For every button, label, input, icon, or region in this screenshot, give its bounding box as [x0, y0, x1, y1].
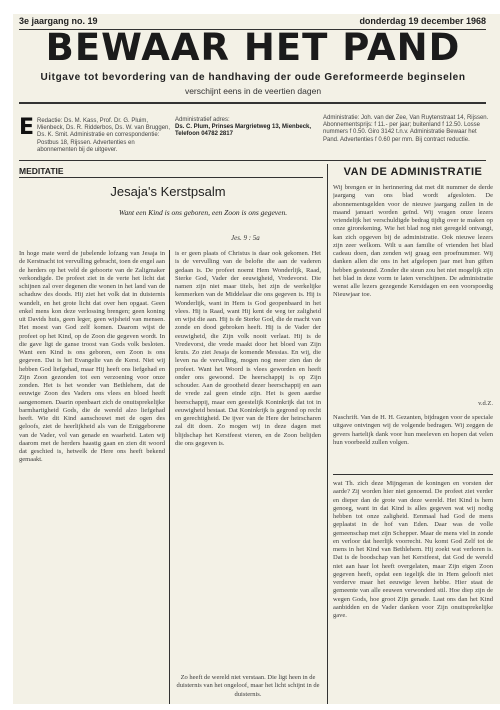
meditatie-title: Jesaja's Kerstpsalm	[110, 184, 226, 199]
editorial-mark: E	[19, 115, 35, 140]
meditatie-column-2: is er geen plaats of Christus is daar ook gekomen. Het is de vervulling van de belofte die aan de vaderen gedaan is. De profeet noemt Hem Wonderlijk, Raad, Sterke God, Vader der eeuwigheid, Vredevorst. Die namen zijn niet maar titels, het zijn de werkelijke kenmerken van de Middelaar die ons gegeven is. Hij is Wonderlijk, want in Hem is God geopenbaard in het vlees. Hij is Raad, want Hij kent de weg ter zaligheid en wijst die aan. Hij is de Sterke God, die de macht van zonde en dood gebroken heeft. Hij is de Vader der eeuwigheid, die Zijn volk nooit verlaat. Hij is de Vredevorst, die vrede maakt door het bloed van Zijn kruis. Zo ziet Jesaja de komende Messias. En wij, die leven na de vervulling, mogen nog meer zien dan de profeet. Want het Woord is vlees geworden en heeft onder ons gewoond. De heerschappij is op Zijn schouder. Aan de grootheid dezer heerschappij en aan de vrede zal geen einde zijn. Het is geen aardse heerschappij, maar een geestelijk Koninkrijk dat tot in eeuwigheid bestaat. Dat Koninkrijk is gegrond op recht en gerechtigheid. De ijver van de Here der heirscharen zal dit doen. Zo mogen wij in deze dagen met blijdschap het Kerstfeest vieren, en de Zoon belijden die ons gegeven is.	[175, 250, 321, 447]
newspaper-title: BEWAAR HET PAND	[45, 26, 461, 69]
scripture-quote: Want een Kind is ons geboren, een Zoon is ons gegeven.	[118, 208, 288, 217]
publication-frequency: verschijnt eens in de veertien dagen	[184, 86, 322, 96]
meditatie-column-1: In hoge mate werd de jubelende lofzang van Jesaja in de Kerstnacht tot vervulling gebracht, toen de engel aan de herders op het veld de geboorte van de Zaligmaker verkondigde. De profeet ziet in de verte het licht dat schijnen zal over degenen die wonen in het land van de schaduw des doods. Hij ziet het volk dat in duisternis wandelt, en het grote licht dat over hen opgaat. Geen enkel mens kon deze verlossing brengen; geen koning uit Davids huis, geen leger, geen wijsheid van mensen. Het moest van God zelf komen. Daarom wijst de profeet op het Kind, op de Zoon die gegeven wordt. In die gave ligt de ganse troost van Gods volk besloten. Want een Kind is ons geboren, een Zoon is ons gegeven. Dat is het Evangelie van de Kerst. Niet wij hebben God liefgehad, maar Hij heeft ons liefgehad en Zijn Zoon gezonden tot een verzoening voor onze zonden. Het is het wonder van Bethlehem, dat de eeuwige Zoon des Vaders ons vlees en bloed heeft aangenomen. Daarin openbaart zich de onuitsprekelijke barmhartigheid Gods, die de wereld alzo liefgehad heeft. Wie dit Kind aanschouwt met de ogen des geloofs, ziet de heerlijkheid als van de Eniggeborene van de Vader, vol van genade en waarheid. Laten wij daarom met de herders haastig gaan en zien dit woord dat geschied is, hetwelk de Here ons heeft bekend gemaakt.	[19, 250, 165, 464]
editorial-info-text: Redactie: Ds. M. Kass, Prof. Dr. G. Pluim, Mienbeck, Ds. R. Ridderbos, Ds. W. van Bruggen, Ds. K. Smit. Administratie en correspondentie: Postbus 18, Rijssen. Advertenties en abonnementen bij de uitgever.	[37, 118, 171, 153]
meditatie-label: MEDITATIE	[19, 166, 64, 176]
right-column-divider	[327, 164, 328, 704]
subscription-info-block: Administratie: Joh. van der Zee, Van Ruytenstraat 14, Rijssen. Abonnementsprijs: f 11.- per jaar; buitenland f 12.50. Losse nummers f 0.50. Giro 3142 t.n.v. Administratie Bewaar het Pand. Advertenties f 0.60 per mm. Bij contract reductie.	[323, 115, 489, 143]
administration-address-block	[175, 117, 315, 139]
meditatie-column-3: wat Th. zich deze Mijngeran de koningen en vorsten der aarde? Zij worden hier niet genoemd. De profeet ziet verder en dieper dan de grote van deze wereld. Het Kind is hem genoeg, want in dat Kind is alles gegeven wat wij nodig hebben tot onze zaligheid. Eenmaal had God de mens geplaatst in de hof van Eden. Daar was de volle gemeenschap met zijn Schepper. Maar de mens viel in zonde en verloor dat heerlijk voorrecht. Nu komt God Zelf tot de mens in het Kind van Bethlehem. Hij zoekt wat verloren is. Dat is de boodschap van het Kerstfeest, dat God de wereld niet aan haar lot heeft overgelaten, maar Zijn eigen Zoon gegeven heeft, opdat een iegelijk die in Hem gelooft niet verderve maar het eeuwige leven hebbe. Hier staat de gemeente van alle eeuwen verwonderd stil. Hoe diep zijn de wegen Gods, hoe groot Zijn genade. Laat ons dan het Kind aanbidden en de Vader danken voor Zijn onuitsprekelijke gave.	[333, 480, 493, 619]
administratie-signature: v.d.Z.	[478, 400, 493, 407]
column-divider	[169, 250, 170, 704]
section-rule	[19, 160, 486, 161]
volume-number: 3e jaargang no. 19	[19, 16, 98, 26]
address-text: Ds. C. Plum, Prinses Margrietweg 13, Mienbeck, Telefoon 04782 2817	[175, 124, 312, 138]
editorial-info-block	[19, 117, 171, 155]
scripture-reference: Jes. 9 : 5a	[231, 234, 260, 242]
administratie-postscript: Naschrift. Van de H. H. Gezanten, bijdragen voor de speciale uitgave ontvingen wij de volgende bedragen. Wij zeggen de gevers hartelijk dank voor hun meeleven en hopen dat velen hun voorbeeld zullen volgen.	[333, 414, 493, 446]
administratie-text: Wij brengen er in herinnering dat met dit nummer de derde jaargang van ons blad wordt afgesloten. De abonnementsgelden voor de nieuwe jaargang zullen in de maand januari worden geïnd. Wij vragen onze lezers vriendelijk het verschuldigde bedrag tijdig over te maken op onze girorekening. Wie het blad nog niet geregeld ontvangt, kan zich opgeven bij de administratie. Ook nieuwe lezers zijn zeer welkom. Wilt u aan familie of vrienden het blad cadeau doen, dan zenden wij graag een proefnummer. Wij danken allen die ons in het afgelopen jaar met hun giften hebben gesteund. Zonder die steun zou het niet mogelijk zijn het blad in deze vorm te laten verschijnen. De administratie wenst alle lezers gezegende Kerstdagen en een voorspoedig Nieuwjaar toe.	[333, 184, 493, 299]
administratie-heading: VAN DE ADMINISTRATIE	[343, 166, 483, 178]
issue-date: donderdag 19 december 1968	[359, 16, 486, 26]
meditatie-rule	[19, 177, 323, 178]
newspaper-page	[13, 14, 500, 704]
masthead-rule	[19, 102, 486, 104]
administratie-rule	[333, 474, 493, 475]
meditatie-column-2-footer: Zo heeft de wereld niet verstaan. Die ligt heen in de duisternis van het ongeloof, maar het licht schijnt in de duisternis.	[176, 674, 320, 698]
address-label: Administratief adres:	[175, 117, 230, 123]
newspaper-subtitle: Uitgave tot bevordering van de handhaving der oude Gereformeerde beginselen	[40, 72, 466, 83]
